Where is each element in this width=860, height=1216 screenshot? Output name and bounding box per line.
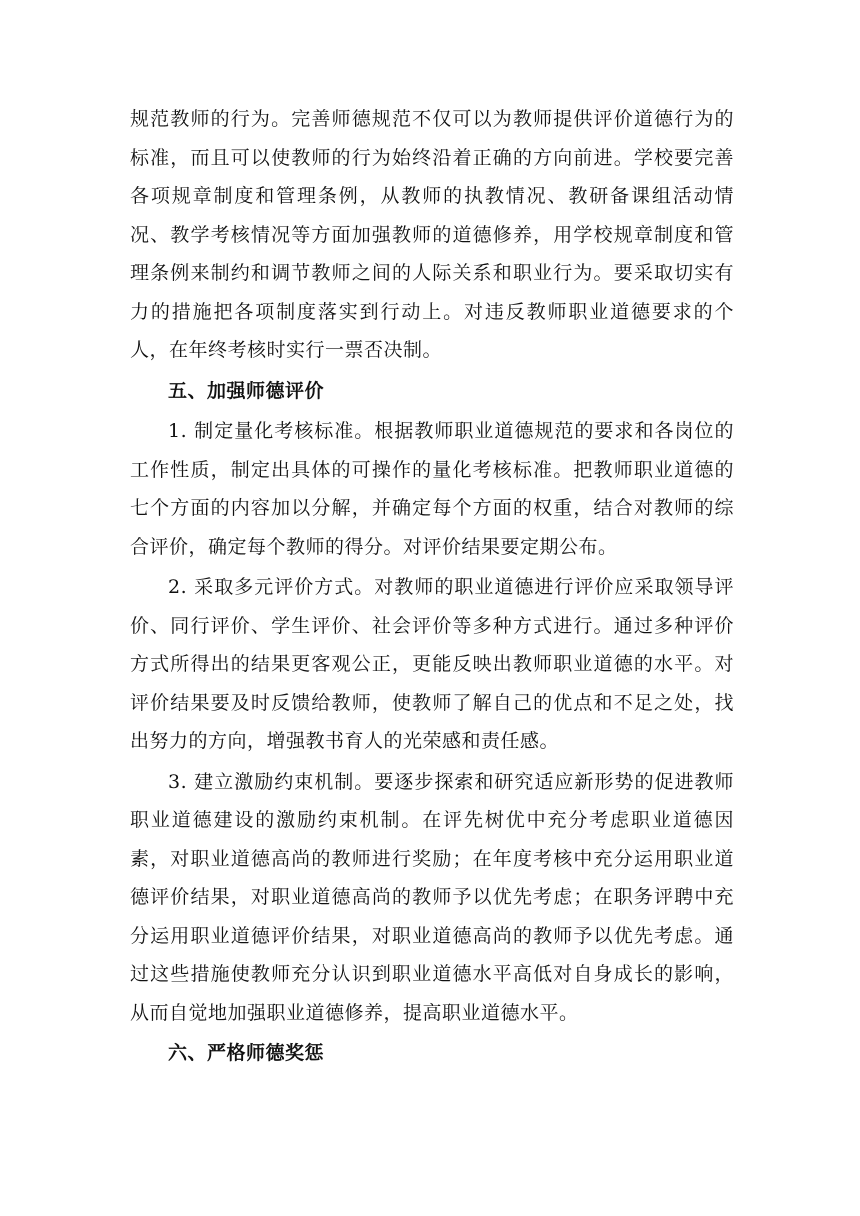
section-heading-6: 六、严格师德奖惩	[168, 1042, 325, 1064]
paragraph-item-3: 3. 建立激励约束机制。要逐步探索和研究适应新形势的促进教师职业道德建设的激励约束机制。在评先树优中充分考虑职业道德因素，对职业道德高尚的教师进行奖励；在年度考核中充分运用职业道德评价结果，对职业道德高尚的教师予以优先考虑；在职务评聘中充分运用职业道德评价结果，对职业道德高尚的教师予以优先考虑。通过这些措施使教师充分认识到职业道德水平高低对自身成长的影响，从而自觉地加强职业道德修养，提高职业道德水平。	[130, 770, 734, 1024]
paragraph-item-1: 1. 制定量化考核标准。根据教师职业道德规范的要求和各岗位的工作性质，制定出具体的可操作的量化考核标准。把教师职业道德的七个方面的内容加以分解，并确定每个方面的权重，结合对教师的综合评价，确定每个教师的得分。对评价结果要定期公布。	[130, 420, 734, 558]
section-heading-5: 五、加强师德评价	[168, 379, 325, 402]
paragraph-item-2: 2. 采取多元评价方式。对教师的职业道德进行评价应采取领导评价、同行评价、学生评价、社会评价等多种方式进行。通过多种评价方式所得出的结果更客观公正，更能反映出教师职业道德的水平。对评价结果要及时反馈给教师，使教师了解自己的优点和不足之处，找出努力的方向，增强教书育人的光荣感和责任感。	[130, 576, 734, 752]
paragraph-intro: 规范教师的行为。完善师德规范不仅可以为教师提供评价道德行为的标准，而且可以使教师的行为始终沿着正确的方向前进。学校要完善各项规章制度和管理条例，从教师的执教情况、教研备课组活动情况、教学考核情况等方面加强教师的道德修养，用学校规章制度和管理条例来制约和调节教师之间的人际关系和职业行为。要采取切实有力的措施把各项制度落实到行动上。对违反教师职业道德要求的个人，在年终考核时实行一票否决制。	[130, 108, 734, 361]
